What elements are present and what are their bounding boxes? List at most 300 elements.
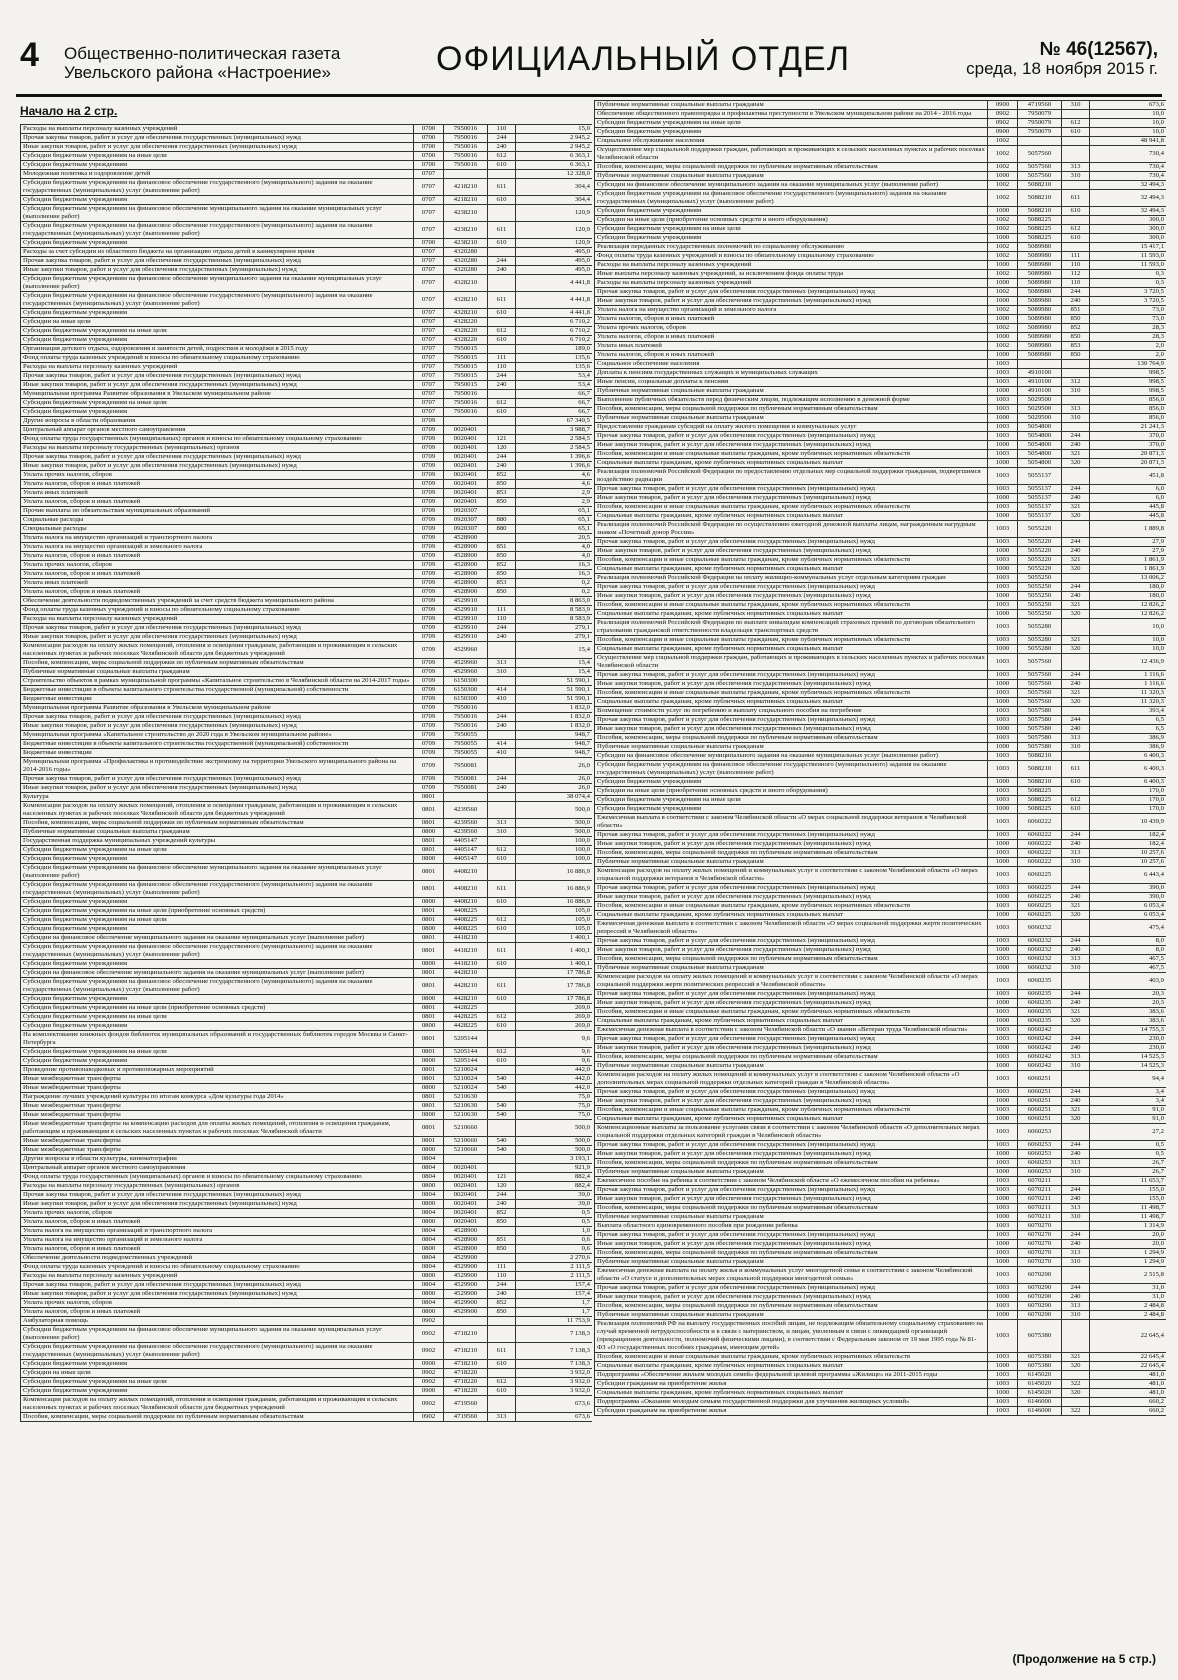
row-expense-type: 313 [488,659,516,668]
row-target-code: 6070290 [1018,1284,1062,1293]
row-name: Прочая закупка товаров, работ и услуг для обеспечения государственных (муниципальных) нужд [595,485,988,494]
row-target-code: 4529960 [444,668,488,677]
row-target-code: 7950081 [444,784,488,793]
table-row [21,1004,593,1013]
row-name: Субсидии бюджетным учреждениям на иные цели [21,327,414,336]
row-target-code: 5089980 [1018,342,1062,351]
row-expense-type: 110 [488,615,516,624]
row-amount: 16 886,9 [516,881,593,898]
row-section-code: 1000 [988,234,1018,243]
row-expense-type: 850 [488,1218,516,1227]
table-row [595,1371,1167,1380]
row-target-code: 4428225 [444,1022,488,1031]
row-target-code: 6060222 [1018,849,1062,858]
row-expense-type: 320 [1062,1017,1090,1026]
table-row [21,489,593,498]
row-expense-type: 244 [488,713,516,722]
row-name: Публичные нормативные социальные выплаты гражданам [595,858,988,867]
row-target-code: 5055280 [1018,645,1062,654]
row-name: Пособия, компенсации и иные социальные выплаты гражданам, кроме публичных нормативных обязательств [595,556,988,565]
row-name: Уплата налогов, сборов и иных платежей [21,588,414,597]
table-row [21,1236,593,1245]
row-expense-type [488,1120,516,1137]
row-name: Субсидии бюджетным учреждениям на иные цели (приобретение основных средств) [21,907,414,916]
row-amount: 4 441,8 [516,275,593,292]
row-name: Прочая закупка товаров, работ и услуг для обеспечения государственных (муниципальных) нужд [21,713,414,722]
row-target-code: 5057580 [1018,725,1062,734]
row-section-code: 0707 [414,266,444,275]
row-name: Субсидии гражданам на приобретение жилья [595,1380,988,1389]
row-target-code: 4238210 [444,222,488,239]
row-expense-type: 313 [1062,1302,1090,1311]
row-target-code: 5057580 [1018,734,1062,743]
table-row [595,110,1167,119]
row-amount: 11 320,3 [1090,689,1167,698]
row-name: Проведение противопаводковых и противопожарных мероприятий [21,1066,414,1075]
row-name: Прочая закупка товаров, работ и услуг для обеспечения государственных (муниципальных) нужд [595,288,988,297]
row-name: Субсидии на финансовое обеспечение муниципального задания на оказание муниципальных услуг (выполнение работ) [21,934,414,943]
row-target-code: 6060242 [1018,1062,1062,1071]
row-expense-type: 540 [488,1102,516,1111]
row-amount: 730,4 [1090,163,1167,172]
table-row [595,831,1167,840]
row-section-code: 1002 [988,190,1018,207]
row-expense-type: 850 [488,1308,516,1317]
row-target-code: 4408225 [444,925,488,934]
table-row [21,579,593,588]
table-row [21,309,593,318]
row-section-code: 1003 [988,503,1018,512]
row-amount: 442,0 [516,1066,593,1075]
row-section-code: 1003 [988,574,1018,583]
row-target-code: 4718210 [444,1326,488,1343]
row-section-code: 0709 [414,453,444,462]
row-expense-type: 610 [488,1360,516,1369]
row-expense-type [1062,920,1090,937]
row-name: Реализация полномочий Российской Федерации по выплате инвалидам компенсаций страховых премий по договорам обязательного страхования гражданской ответственности владельцев транспортных средств [595,619,988,636]
table-row [595,761,1167,778]
row-expense-type: 320 [1062,512,1090,521]
row-amount: 6 710,2 [516,336,593,345]
row-name: Прочая закупка товаров, работ и услуг для обеспечения государственных (муниципальных) нужд [595,716,988,725]
row-section-code: 1003 [988,1159,1018,1168]
row-amount: 0,2 [516,588,593,597]
row-target-code: 7950055 [444,740,488,749]
row-expense-type: 611 [488,978,516,995]
row-name: Пособия, компенсации и иные социальные выплаты гражданам, кроме публичных нормативных обязательств [595,902,988,911]
row-target-code: 6150300 [444,695,488,704]
table-row [595,1026,1167,1035]
table-row [595,937,1167,946]
row-amount: 921,9 [516,1164,593,1173]
table-row [595,1389,1167,1398]
row-target-code: 5054800 [1018,441,1062,450]
row-expense-type [1062,1177,1090,1186]
row-amount: 442,0 [516,1084,593,1093]
row-section-code: 1000 [988,805,1018,814]
row-name: Прочая закупка товаров, работ и услуг для обеспечения государственных (муниципальных) нужд [595,990,988,999]
row-expense-type: 310 [1062,387,1090,396]
table-row [595,1362,1167,1371]
row-amount: 26,0 [516,758,593,775]
row-name: Пособия, компенсации, меры социальной поддержки по публичным нормативным обязательствам [595,1159,988,1168]
row-section-code: 0709 [414,642,444,659]
table-row [595,805,1167,814]
row-section-code: 0707 [414,170,444,179]
row-name: Иные закупки товаров, работ и услуг для обеспечения государственных (муниципальных) нужд [21,266,414,275]
row-name: Уплата налогов, сборов и иных платежей [21,1308,414,1317]
row-section-code: 0709 [414,417,444,426]
row-amount: 170,0 [1090,805,1167,814]
row-amount: 130 764,9 [1090,360,1167,369]
row-target-code: 7950016 [444,152,488,161]
row-target-code: 5088225 [1018,805,1062,814]
row-target-code: 5089980 [1018,351,1062,360]
row-target-code: 0020401 [444,453,488,462]
row-expense-type: 111 [1062,252,1090,261]
table-row [595,1249,1167,1258]
table-row [21,615,593,624]
row-name: Пособия, компенсации, меры социальной поддержки по публичным нормативным обязательствам [595,1053,988,1062]
table-row [595,503,1167,512]
row-expense-type [1062,1222,1090,1231]
row-name: Обеспечение деятельности подведомственных учреждений [21,1254,414,1263]
row-amount: 189,0 [516,345,593,354]
row-section-code: 0801 [414,1120,444,1137]
row-target-code: 6060235 [1018,1017,1062,1026]
row-name: Пособия, компенсации и иные социальные выплаты гражданам, кроме публичных нормативных обязательств [595,1008,988,1017]
row-amount: 4,6 [516,471,593,480]
row-expense-type: 121 [488,1173,516,1182]
row-expense-type: 110 [1062,261,1090,270]
table-row [21,943,593,960]
table-row [595,1380,1167,1389]
row-section-code: 1000 [988,172,1018,181]
issue-date: среда, 18 ноября 2015 г. [966,59,1158,78]
row-target-code [444,170,488,179]
row-name: Субсидии бюджетным учреждениям [595,207,988,216]
row-target-code: 4418210 [444,934,488,943]
table-row [21,1084,593,1093]
row-section-code: 0700 [414,125,444,134]
row-target-code: 7950079 [1018,119,1062,128]
row-amount: 0,5 [516,1209,593,1218]
row-target-code: 6146000 [1018,1398,1062,1407]
row-target-code: 4320280 [444,248,488,257]
row-name: Расходы на выплаты персоналу казенных учреждений [595,261,988,270]
row-amount: 0,5 [1090,1150,1167,1159]
row-section-code: 1003 [988,689,1018,698]
row-name: Публичные нормативные социальные выплаты гражданам [21,668,414,677]
row-amount: 135,6 [516,354,593,363]
row-target-code: 5210024 [444,1075,488,1084]
row-section-code: 0709 [414,731,444,740]
row-target-code: 6146000 [1018,1407,1062,1416]
issue-info [966,40,1158,78]
row-name: Уплата налогов, сборов и иных платежей [21,1245,414,1254]
row-target-code: 5055250 [1018,583,1062,592]
table-row [595,707,1167,716]
row-expense-type [488,793,516,802]
row-section-code: 0709 [414,615,444,624]
row-expense-type: 240 [1062,494,1090,503]
row-expense-type: 612 [488,327,516,336]
row-expense-type [488,318,516,327]
row-name: Муниципальная программа Развитие образования в Увельском муниципальном районе [21,704,414,713]
row-amount: 998,5 [1090,369,1167,378]
row-name: Уплата прочих налогов, сборов [21,1299,414,1308]
table-row [21,1378,593,1387]
table-row [21,934,593,943]
row-target-code: 4320280 [444,266,488,275]
row-name: Уплата налогов, сборов и иных платежей [595,351,988,360]
row-amount: 10 257,6 [1090,858,1167,867]
row-section-code: 0709 [414,677,444,686]
table-row [595,1141,1167,1150]
issue-number: № 46(12567), [1039,39,1158,60]
row-expense-type [488,390,516,399]
row-amount: 11 498,7 [1090,1204,1167,1213]
row-amount: 75,0 [516,1093,593,1102]
row-amount: 31,0 [1090,1284,1167,1293]
row-target-code: 7950016 [444,399,488,408]
row-name: Иные межбюджетные трансферты [21,1111,414,1120]
row-amount: 26,0 [516,775,593,784]
row-section-code: 1000 [988,1017,1018,1026]
row-expense-type: 244 [488,134,516,143]
row-target-code: 0020401 [444,498,488,507]
row-section-code: 1000 [988,911,1018,920]
row-section-code: 1003 [988,1284,1018,1293]
row-expense-type: 612 [488,846,516,855]
row-name: Пособия, компенсации, меры социальной поддержки по публичным нормативным обязательствам [21,819,414,828]
row-target-code: 0020401 [444,426,488,435]
row-amount: 370,0 [1090,441,1167,450]
masthead [16,34,1162,97]
row-section-code: 1003 [988,1380,1018,1389]
row-section-code: 0900 [414,1360,444,1369]
row-name: Социальные выплаты гражданам, кроме публичных нормативных социальных выплат [595,459,988,468]
row-name: Доплаты к пенсиям государственных служащих и муниципальных служащих [595,369,988,378]
row-section-code: 1000 [988,858,1018,867]
row-expense-type [1062,521,1090,538]
table-row [595,279,1167,288]
table-row [21,731,593,740]
row-expense-type: 850 [488,552,516,561]
row-expense-type: 313 [1062,734,1090,743]
row-amount: 673,6 [516,1413,593,1422]
row-section-code: 1000 [988,946,1018,955]
row-target-code: 7950016 [444,143,488,152]
row-target-code: 4718220 [444,1387,488,1396]
table-row [21,161,593,170]
row-target-code: 4239560 [444,819,488,828]
row-name: Субсидии бюджетным учреждениям [595,234,988,243]
row-expense-type: 240 [1062,999,1090,1008]
newspaper-name-line2: Увельского района «Настроение» [64,63,331,82]
row-expense-type: 120 [488,1182,516,1191]
row-name: Субсидии бюджетным учреждениям на финансовое обеспечение муниципального задания на оказание муниципальных услуг (выполнение работ) [21,1326,414,1343]
row-expense-type [1062,867,1090,884]
row-target-code: 6060225 [1018,893,1062,902]
row-target-code: 5055137 [1018,512,1062,521]
row-name: Осуществление мер социальной поддержки граждан, работающих и проживающих в сельских населенных пунктах и рабочих поселках Челябинской области [595,146,988,163]
row-section-code: 1003 [988,1302,1018,1311]
row-amount: 26,7 [1090,1168,1167,1177]
table-row [21,668,593,677]
row-amount: 269,0 [516,1022,593,1031]
table-row [21,1245,593,1254]
row-section-code: 1000 [988,725,1018,734]
row-amount: 120,9 [516,239,593,248]
row-expense-type: 321 [1062,902,1090,911]
row-target-code: 5055220 [1018,547,1062,556]
row-section-code: 1003 [988,1371,1018,1380]
table-row [21,1173,593,1182]
row-section-code: 0801 [414,1013,444,1022]
table-row [21,1209,593,1218]
row-name: Социальные выплаты гражданам, кроме публичных нормативных социальных выплат [595,645,988,654]
row-amount: 7 138,3 [516,1343,593,1360]
row-section-code: 0709 [414,740,444,749]
row-target-code: 4418210 [444,943,488,960]
row-section-code: 0902 [414,1378,444,1387]
row-name: Пособия, компенсации и иные социальные выплаты гражданам, кроме публичных нормативных обязательств [595,503,988,512]
row-name: Фонд оплаты труда казенных учреждений и взносы по обязательному социальному страхованию [595,252,988,261]
row-target-code: 5089980 [1018,261,1062,270]
row-section-code: 0902 [414,1343,444,1360]
row-target-code: 0020401 [444,1173,488,1182]
row-name: Компенсация расходов на оплату жилых помещений, отопления и освещения гражданам, работающим и проживающим в сельских населенных пунктах и рабочих поселках Челябинской области для бюджетных учреждений [21,642,414,659]
table-row [21,1075,593,1084]
row-target-code: 6060251 [1018,1071,1062,1088]
row-name: Пособия, компенсации, меры социальной поддержки по публичным нормативным обязательствам [595,1302,988,1311]
row-target-code: 4910100 [1018,378,1062,387]
table-row [595,547,1167,556]
row-section-code: 1003 [988,707,1018,716]
row-target-code: 5057560 [1018,680,1062,689]
row-name: Субсидии на иные цели [21,318,414,327]
row-section-code: 0709 [414,525,444,534]
row-name: Прочая закупка товаров, работ и услуг для обеспечения государственных (муниципальных) нужд [595,432,988,441]
row-expense-type: 240 [488,1290,516,1299]
row-target-code: 5205144 [444,1031,488,1048]
row-expense-type [488,1254,516,1263]
row-target-code: 6060253 [1018,1141,1062,1150]
row-target-code: 4428225 [444,1004,488,1013]
row-section-code: 0700 [414,134,444,143]
row-amount: 383,6 [1090,1008,1167,1017]
table-row [21,471,593,480]
row-section-code: 1000 [988,964,1018,973]
row-section-code: 1003 [988,432,1018,441]
row-amount: 445,8 [1090,512,1167,521]
row-amount: 17 786,8 [516,995,593,1004]
row-section-code: 1003 [988,990,1018,999]
table-row [21,1272,593,1281]
row-target-code: 4718220 [444,1369,488,1378]
table-row [21,570,593,579]
table-row [595,207,1167,216]
table-row [21,134,593,143]
table-row [21,292,593,309]
row-amount: 500,0 [516,1146,593,1155]
row-name: Реализация переданных государственных полномочий по социальному обслуживанию [595,243,988,252]
row-name: Субсидии бюджетным учреждениям на иные цели [21,1378,414,1387]
row-section-code: 0800 [414,1290,444,1299]
row-amount: 51 590,1 [516,695,593,704]
row-name: Уплата налога на имущество организаций и земельного налога [595,306,988,315]
row-name: Субсидии на иные цели [21,1369,414,1378]
row-expense-type: 852 [488,561,516,570]
row-name: Амбулаторная помощь [21,1317,414,1326]
row-name: Уплата прочих налогов, сборов [21,561,414,570]
row-section-code: 0709 [414,686,444,695]
row-target-code: 0920307 [444,516,488,525]
row-name: Иные закупки товаров, работ и услуг для обеспечения государственных (муниципальных) нужд [595,547,988,556]
row-target-code: 6060222 [1018,840,1062,849]
row-name: Субсидии бюджетным учреждениям [21,239,414,248]
row-section-code: 0800 [414,828,444,837]
row-section-code: 0804 [414,1236,444,1245]
row-amount: 279,1 [516,633,593,642]
table-row [595,306,1167,315]
table-row [595,1044,1167,1053]
row-amount: 481,0 [1090,1389,1167,1398]
table-row [21,143,593,152]
row-target-code: 5054800 [1018,432,1062,441]
row-amount: 180,0 [1090,583,1167,592]
row-target-code: 5055137 [1018,468,1062,485]
row-expense-type: 610 [488,196,516,205]
row-target-code: 6070290 [1018,1267,1062,1284]
row-name: Прочая закупка товаров, работ и услуг для обеспечения государственных (муниципальных) нужд [21,775,414,784]
row-amount: 105,0 [516,925,593,934]
row-section-code: 0801 [414,943,444,960]
row-amount: 53,4 [516,381,593,390]
row-amount: 481,0 [1090,1371,1167,1380]
row-target-code: 6070290 [1018,1293,1062,1302]
table-row [595,1267,1167,1284]
table-row [21,179,593,196]
row-expense-type: 310 [1062,172,1090,181]
row-name: Прочая закупка товаров, работ и услуг для обеспечения государственных (муниципальных) нужд [595,831,988,840]
row-expense-type: 611 [488,179,516,196]
table-row [595,468,1167,485]
row-name: Социальные выплаты гражданам, кроме публичных нормативных социальных выплат [595,698,988,707]
row-name: Иные пенсии, социальные доплаты к пенсиям [595,378,988,387]
row-name: Публичные нормативные социальные выплаты гражданам [595,172,988,181]
table-row [595,234,1167,243]
row-target-code: 4408225 [444,916,488,925]
row-amount: 27,9 [1090,538,1167,547]
row-name: Прочая закупка товаров, работ и услуг для обеспечения государственных (муниципальных) нужд [595,538,988,547]
row-expense-type [488,934,516,943]
row-name: Прочая закупка товаров, работ и услуг для обеспечения государственных (муниципальных) нужд [595,884,988,893]
row-expense-type: 611 [488,222,516,239]
row-expense-type [488,907,516,916]
row-amount: 157,4 [516,1281,593,1290]
row-section-code: 0800 [414,1308,444,1317]
row-amount: 6 363,1 [516,152,593,161]
row-amount: 21 241,3 [1090,423,1167,432]
row-expense-type [1062,1267,1090,1284]
row-section-code: 1003 [988,752,1018,761]
row-target-code: 6070211 [1018,1204,1062,1213]
row-section-code: 0709 [414,597,444,606]
row-name: Другие вопросы в области образования [21,417,414,426]
row-amount: 2 584,5 [516,435,593,444]
